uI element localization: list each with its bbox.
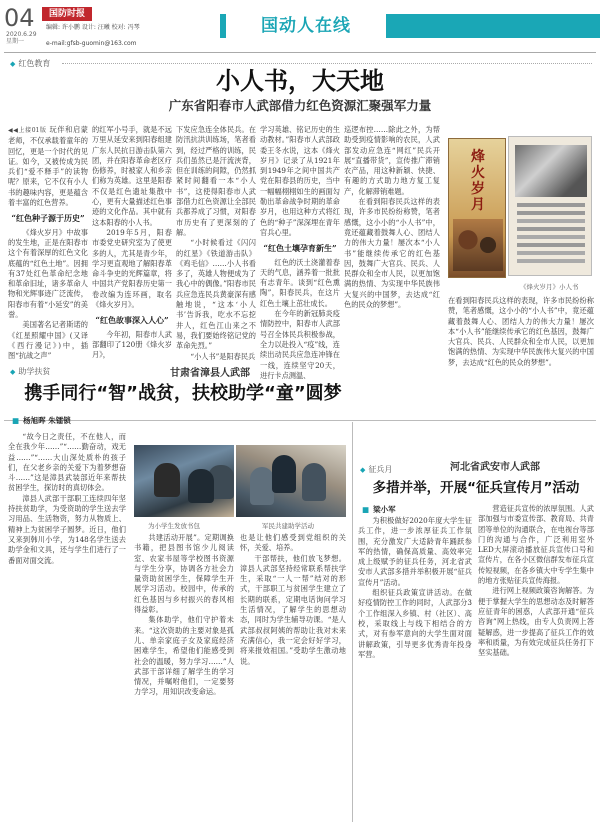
section-label-text: 红色教育 — [18, 59, 51, 68]
masthead — [0, 0, 600, 50]
crosshead: “红色故事深入人心” — [95, 315, 169, 326]
students-photo — [134, 445, 234, 517]
article2-kicker: 甘肃省漳县人武部 — [170, 368, 250, 379]
article3-column-1 — [358, 516, 472, 823]
paragraph: 下发应急连全体民兵。在防汛抗洪训练场，笔者看到，经过严格的训练，民兵们虽然已是汗流浃背，但在训练的间隙，仍然抓紧时间翻看一本“小人书”，这使得阳春市人武部借力红色资源让全部民兵都养成了习惯，对阳春市历史有了更深刻的了解。 — [176, 125, 256, 237]
book-caption: 《烽火岁月》小人书 — [520, 283, 579, 291]
paragraph: 学习英雄、铭记历史的生动教材。”阳春市人武部政委王冬水说，这本《烽火岁月》记录了从1921年到1949年之间中国共产党在阳春县的历史，当中一幅幅栩栩如生的画面勾勒出革命战争时期的革命岁月，也用这种方式将红色的“种子”深深埋在青年官兵心里。 — [260, 125, 340, 237]
article2-column-1 — [8, 432, 126, 822]
crosshead: “红色土壤孕育新生” — [263, 243, 337, 254]
byline-text: 杨旭晖 朱镭锁 — [23, 416, 71, 425]
article1-column-6 — [448, 296, 594, 418]
square-icon: ■ — [12, 416, 20, 425]
paragraph: “小时候看过《闪闪的红星》《铁道游击队》《鸡毛信》……小人书看多了，英雄人物便成为了我心中的偶像。”阳春市民兵应急连民兵黄豪深有感触地说，“这本‘小人书’告诉我，吃水不忘挖井人，红色江山来之不易，我们要始终铭记党的革命先烈。” — [176, 238, 256, 351]
book-cover-photo — [448, 138, 506, 278]
paragraph: 在看到阳春民兵这样的表现，许多市民纷纷称赞，笔者感慨，这小小的“小人书”中，竟还蕴藏着鼓舞人心、团结人力的伟大力量！屡次本“小人书”能继续传承它的红色基因，鼓舞广大官兵、民兵、人民群众和全市人民，以更加饱满的热情、为实现中华民族伟大复兴的中国梦，去达成“红色的民众的梦想”。 — [448, 296, 594, 367]
issue-weekday: 星期一 — [6, 38, 25, 45]
section-divider — [62, 63, 592, 64]
students-photo-2 — [236, 445, 346, 517]
newspaper-logo: 国防时报 — [42, 7, 92, 21]
page-number: 04 — [4, 4, 35, 32]
paragraph: 也是让他们感受到党组织的关怀，关爱、培养。 — [240, 533, 346, 553]
paragraph: 在看到阳春民兵这样的表现，许多市民纷纷称赞，笔者感慨，这小小的“小人书”中，竟还蕴藏着鼓舞人心、团结人力的伟大力量！屡次本“小人书”能继续传承它的红色基因，鼓舞广大官兵、民兵、人民群众和全市人民，以更加饱满的热情、为实现中华民族伟大复兴的中国梦，去达成“红色的民众的梦想”。 — [344, 197, 440, 310]
byline-text: 梁小军 — [373, 505, 396, 514]
paragraph: 干部帮扶，他们放飞梦想。漳县人武部坚持经常联系帮扶学生，采取“一人一帮”结对的形式，干部职工与贫困学生建立了长期的联系，定期电话询问学习生活情况，了解学生的思想动态，同时为学生辅导功课。“是人武部叔叔阿姨的帮助让我对未来充满信心，我一定会好好学习，将来报效祖国。”受助学生激动地说。 — [240, 553, 346, 666]
paragraph: 巡逻布控……除此之外，为帮助受到疫情影响的农民，人武部发动应急连“网红”民兵开展“直播带货”，宣传推广滞销农产品，用这种新颖、快捷、有趣的方式助力地方复工复产，化解滞销难题。 — [344, 125, 440, 196]
article2-column-3 — [240, 533, 346, 823]
paragraph: 组织征兵政策宣讲活动。在做好疫情防控工作的同时，人武部分3个工作组深入乡镇、村（社区）、高校，采取线上与线下相结合的方式，对有参军意向的大学生面对面讲解政策，引导更多优秀青年投身军营。 — [358, 588, 472, 659]
article1-headline: 小人书，大天地 — [216, 67, 384, 95]
paragraph: 的红军小号手，就是不远万里从延安来到阳春组建广东人民抗日游击队第六团，并在阳春革命老区疗伤修养，时被家人和乡亲们称为英雄。这里是阳春不仅是红色遗址集散中心，更有大量描述红色事迹的文化作品。其中就有这本阳春的小人书。 — [92, 125, 172, 227]
section-label-text: 征兵月 — [368, 465, 393, 474]
contact-email: e-mail:gfsb-guomin@163.com — [46, 40, 137, 47]
section-label-red-education — [10, 58, 50, 69]
paragraph: 集体助学，他们守护着未来。“这次资助的主要对象是孤儿、单亲家庭子女及家庭经济困难学生，希望他们能感受到社会的温暖，努力学习……”人武部干部详细了解学生的学习情况，并嘱咐他们，一定要努力学习，用知识改变命运。 — [134, 615, 234, 697]
paragraph: 为积极做好2020年度大学生征兵工作，进一步浓厚征兵工作氛围，充分激发广大适龄青年踊跃参军的热情，确保高质量、高效率完成上级赋予的征兵任务，河北省武安市人武部多措并举积极开展“征兵宣传月”活动。 — [358, 516, 472, 587]
article3-kicker: 河北省武安市人武部 — [450, 462, 540, 473]
column-title: 国动人在线 — [226, 13, 386, 39]
photo2-caption: 军民共建助学活动 — [262, 522, 314, 530]
paragraph: 今年初，阳春市人武部翻印了120册《烽火岁月》， — [92, 329, 172, 360]
paragraph: 营造征兵宣传的浓厚氛围。人武部加强与市委宣传部、教育局、共青团等单位的沟通联合，在电视台等部门的沟通与合作，广泛利用室外LED大屏滚动播放征兵宣传口号和宣传片，在各小区微信群发布征兵宣传短视频，在各乡镇大中专学生集中的地方张贴征兵宣传海报。 — [478, 504, 594, 586]
book-cover-illustration — [453, 219, 503, 271]
paragraph: 美国著名记者斯诺的《红星照耀中国》(又译《西行漫记》)中，插图“抗战之声” — [8, 320, 88, 361]
paragraph: “小人书”是阳春民兵 — [190, 351, 256, 361]
article-divider — [4, 420, 596, 421]
article3-byline — [362, 504, 396, 515]
paragraph: 玩伴和启蒙老师，不仅承载着童年的回忆，更是一个时代的见证。如今，又被传成为民兵们“爱不释手”的读物呢？原来，它不仅有小人书的趣味内容，更是蕴含着丰富的红色营养。 — [8, 125, 88, 208]
article3-headline: 多措并举，开展“征兵宣传月”活动 — [372, 480, 580, 496]
masthead-divider — [4, 52, 596, 53]
photo1-caption: 为小学生发放书包 — [148, 522, 200, 530]
issue-info — [6, 31, 37, 45]
section-label-assist-poverty — [10, 366, 50, 377]
diamond-icon: ◆ — [10, 368, 16, 376]
book-page-illustration — [515, 145, 587, 197]
column-divider — [352, 422, 353, 822]
article2-byline — [12, 415, 71, 426]
article2-headline: 携手同行“智”战贫，扶校助学“童”圆梦 — [24, 383, 342, 404]
diamond-icon: ◆ — [10, 60, 16, 68]
square-icon: ■ — [362, 505, 370, 514]
paragraph: 在今年的新冠肺炎疫情防控中，阳春市人武部号召全体民兵积极参战，全力以赴投入“疫”线，连续出动民兵应急连冲锋在一线，连续坚守20天，进行卡点测温、 — [260, 309, 340, 380]
article1-column-5 — [344, 125, 440, 417]
paragraph: 漳县人武部干部职工连续四年坚持扶贫助学，为受资助的学生送去学习用品、生活物资，努力从物质上、精神上为贫困学子圆梦。近日，他们又来到韩川小学，为148名学生送去助学金和文具，还与学生们进行了一番面对面交流。 — [8, 493, 126, 565]
paragraph: “故今日之责任，不在他人，而全在我少年……”“……勤奋动，戏无益……”“……大山深处质朴的孩子们，在父老乡亲的关爱下为着梦想奋斗……”这是漳县武装部近年来帮扶贫困学生，探访时的真切体会。 — [8, 432, 126, 493]
paragraph: 2019年5月，阳春市委党史研究室为了使更多的人，尤其是青少年，学习更直观地了解阳春革命斗争史的光辉篇章，将中国共产党阳春历史第一卷改编为连环画，取名《烽火岁月》。 — [92, 227, 172, 310]
article2-column-2 — [134, 533, 234, 823]
paragraph: 《烽火岁月》中故事的发生地，正是在阳春市这个有着深厚的红色文化底蕴的“红色土地”。因拥有37处红色革命纪念地和革命旧址，诸多革命人物和光辉事迹广泛流传，阳春市有着“小延安”的美誉。 — [8, 227, 88, 320]
book-open-photo — [508, 136, 592, 276]
book-cover-title: 烽火岁月 — [471, 149, 485, 213]
paragraph: 红色的沃土浇灌着春天的气息，涵养着一批批有志青年。谈到“红色熏陶”，阳春民兵，在这片红色土壤上茁壮成长。 — [260, 257, 340, 308]
crosshead: “红色种子源于历史” — [11, 213, 85, 224]
diamond-icon: ◆ — [360, 466, 366, 474]
editors-credit: 编辑: 许小鹏 设计: 汪曦 校对: 冯琴 — [46, 24, 140, 31]
article3-column-2 — [478, 504, 594, 823]
section-label-text: 助学扶贫 — [18, 367, 51, 376]
source-tag: ◀◀上接01版 — [8, 127, 47, 134]
book-page-text — [517, 203, 585, 207]
issue-date: 2020.6.29 — [6, 31, 37, 38]
paragraph: 共建活动开展”。定期调换书籍，把县图书馆少儿阅读室、农家书屋等学校图书资源与学生分享，协调各方社会力量资助贫困学生，保障学生开展学习活动。校园中，传承的红色基因与乡村振兴的春风相得益彰。 — [134, 533, 234, 615]
paragraph: 进行网上视频政策咨询解答。为便于掌握大学生的思想动态及时解答应征青年的困惑，人武部开通“征兵咨询”网上热线，由专人负责网上答疑解惑，进一步提高了征兵工作的效率和质量，为有效完成征兵任务打下坚实基础。 — [478, 586, 594, 658]
article1-subhead: 广东省阳春市人武部借力红色资源汇聚强军力量 — [168, 98, 432, 113]
section-label-recruitment — [360, 464, 392, 475]
